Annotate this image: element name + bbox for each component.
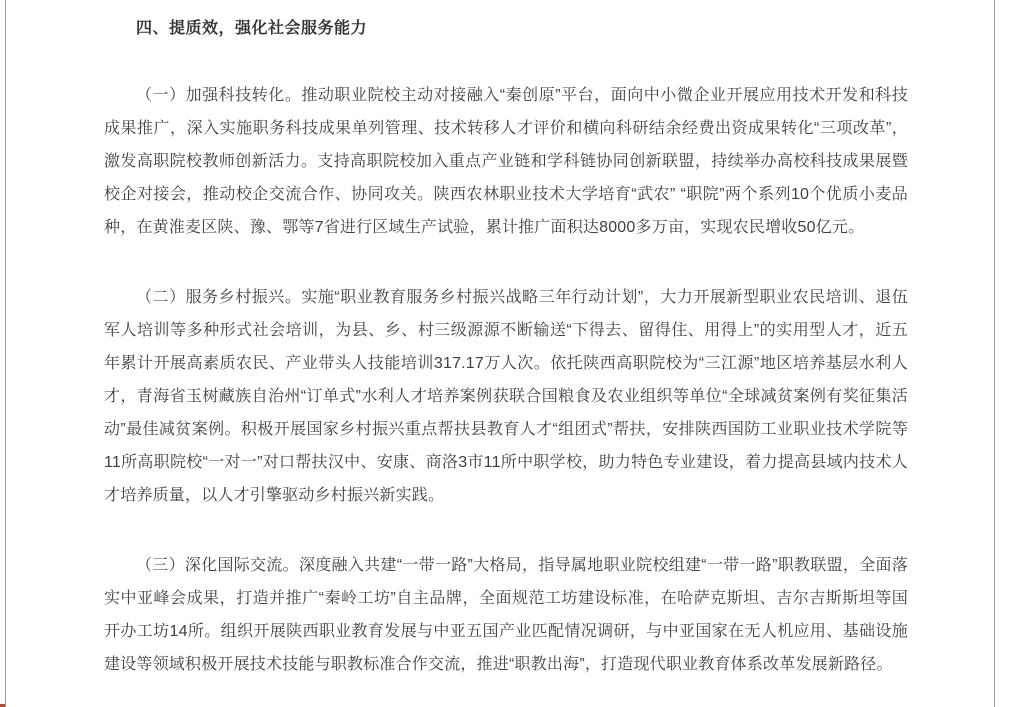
section-heading: 四、提质效，强化社会服务能力 — [136, 20, 368, 37]
paragraph-science-transfer: （一）加强科技转化。推动职业院校主动对接融入“秦创原”平台，面向中小微企业开展应用技术开发和科技成果推广，深入实施职务科技成果单列管理、技术转移人才评价和横向科研结余经费出资成果转化“三项改革”，激发高职院校教师创新活力。支持高职院校加入重点产业链和学科链协同创新联盟，持续举办高校科技成果展暨校企对接会，推动校企交流合作、协同攻关。陕西农林职业技术大学培育“武农” “职院”两个系列10个优质小麦品种，在黄淮麦区陕、豫、鄂等7省进行区域生产试验，累计推广面积达8000多万亩，实现农民增收50亿元。 — [104, 87, 908, 236]
paragraph-international-exchange: （三）深化国际交流。深度融入共建“一带一路”大格局，指导属地职业院校组建“一带一路”职教联盟，全面落实中亚峰会成果，打造并推广“秦岭工坊”自主品牌，全面规范工坊建设标准，在哈萨克斯坦、吉尔吉斯斯坦等国开办工坊14所。组织开展陕西职业教育发展与中亚五国产业匹配情况调研，与中亚国家在无人机应用、基础设施建设等领域积极开展技术技能与职教标准合作交流，推进“职教出海”，打造现代职业教育体系改革发展新路径。 — [104, 557, 908, 673]
paragraph-rural-revitalization: （二）服务乡村振兴。实施“职业教育服务乡村振兴战略三年行动计划”，大力开展新型职业农民培训、退伍军人培训等多种形式社会培训，为县、乡、村三级源源不断输送“下得去、留得住、用得上”的实用型人才，近五年累计开展高素质农民、产业带头人技能培训317.17万人次。依托陕西高职院校为“三江源”地区培养基层水利人才，青海省玉树藏族自治州“订单式”水利人才培养案例获联合国粮食及农业组织等单位“全球减贫案例有奖征集活动”最佳减贫案例。积极开展国家乡村振兴重点帮扶县教育人才“组团式”帮扶，安排陕西国防工业职业技术学院等11所高职院校“一对一”对口帮扶汉中、安康、商洛3市11所中职学校，助力特色专业建设，着力提高县域内技术人才培养质量，以人才引擎驱动乡村振兴新实践。 — [104, 289, 908, 504]
document-content-frame — [5, 0, 995, 707]
